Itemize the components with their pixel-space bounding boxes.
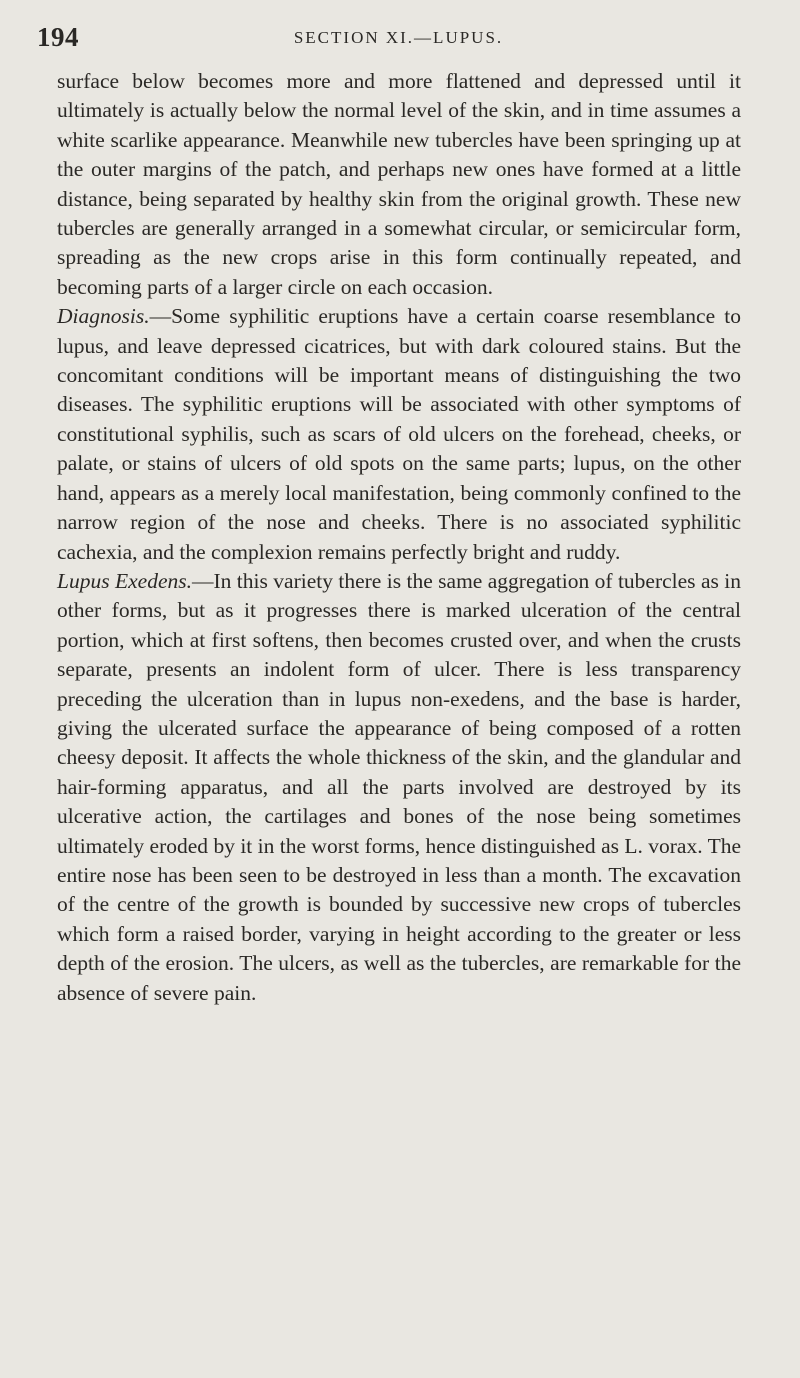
section-heading-lupus-exedens: Lupus Exedens. bbox=[57, 568, 192, 593]
body-text bbox=[57, 67, 741, 1008]
paragraph-text: surface below becomes more and more flattened and depressed until it ultimately is actually below the normal level of the skin, and in time assumes a white scarlike appearance. Meanwhile new tubercles have been springing up at the outer margins of the patch, and perhaps new ones have formed at a little distance, being separated by healthy skin from the original growth. These new tubercles are generally arranged in a somewhat circular, or semicircular form, spreading as the new crops arise in this form continually repeated, and becoming parts of a larger circle on each occasion. bbox=[57, 69, 741, 299]
page-header bbox=[37, 22, 760, 52]
page-number: 194 bbox=[37, 22, 79, 52]
paragraph-lupus-exedens bbox=[57, 567, 741, 1008]
paragraph-diagnosis bbox=[57, 302, 741, 567]
running-head: SECTION XI.—LUPUS. bbox=[293, 28, 504, 47]
section-heading-diagnosis: Diagnosis. bbox=[57, 304, 150, 329]
paragraph-continuation bbox=[57, 67, 741, 302]
paragraph-text: —Some syphilitic eruptions have a certain coarse resemblance to lupus, and leave depressed cicatrices, but with dark coloured stains. But the concomitant conditions will be important means of distinguishing the two diseases. The syphilitic eruptions will be associated with other symptoms of constitutional syphilis, such as scars of old ulcers on the forehead, cheeks, or palate, or stains of ulcers of old spots on the same parts; lupus, on the other hand, appears as a merely local manifestation, being commonly confined to the narrow region of the nose and cheeks. There is no associated syphilitic cachexia, and the complexion remains perfectly bright and ruddy. bbox=[57, 304, 741, 564]
paragraph-text: —In this variety there is the same aggregation of tubercles as in other forms, but as it progresses there is marked ulceration of the central portion, which at first softens, then becomes crusted over, and when the crusts separate, presents an indolent form of ulcer. There is less transparency preceding the ulceration than in lupus non-exedens, and the base is harder, giving the ulcerated surface the appearance of being composed of a rotten cheesy deposit. It affects the whole thickness of the skin, and the glandular and hair-forming apparatus, and all the parts involved are destroyed by its ulcerative action, the cartilages and bones of the nose being sometimes ultimately eroded by it in the worst forms, hence distinguished as L. vorax. The entire nose has been seen to be destroyed in less than a month. The excavation of the centre of the growth is bounded by successive new crops of tubercles which form a raised border, varying in height according to the greater or less depth of the erosion. The ulcers, as well as the tubercles, are remarkable for the absence of severe pain. bbox=[57, 568, 741, 1005]
